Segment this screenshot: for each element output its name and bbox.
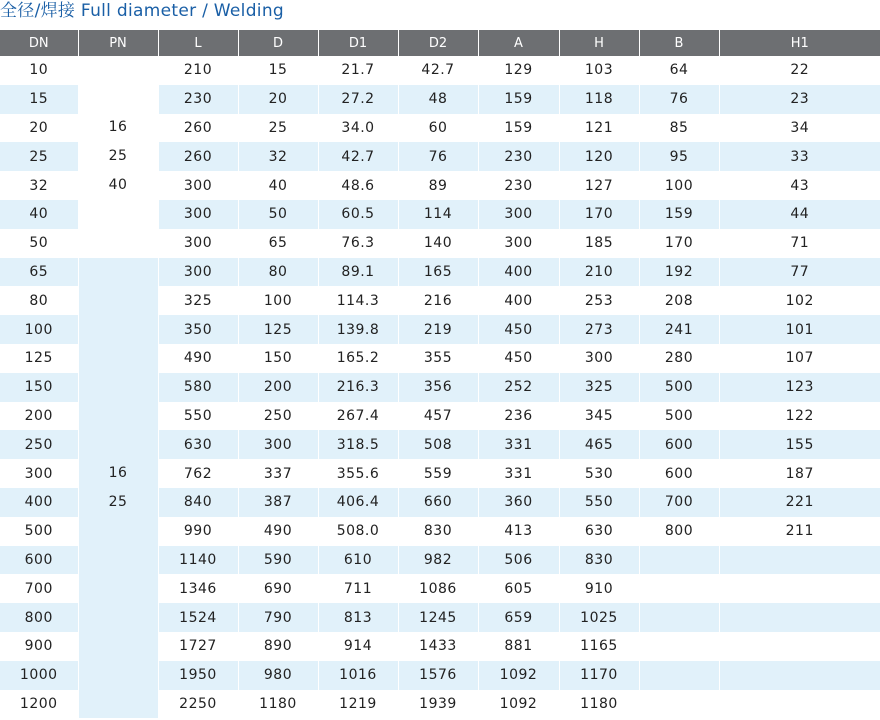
cell-l: 2250 [158, 690, 238, 719]
cell-d: 790 [238, 603, 318, 632]
cell-h1: 23 [719, 85, 880, 114]
pn-value: 40 [108, 177, 128, 194]
cell-b [639, 546, 719, 575]
cell-b: 95 [639, 142, 719, 171]
cell-h: 530 [559, 459, 639, 488]
cell-d1: 42.7 [318, 142, 398, 171]
cell-a: 331 [478, 430, 559, 459]
table-row [0, 258, 880, 287]
cell-d2: 1433 [398, 632, 478, 661]
column-header: D [238, 30, 318, 56]
cell-d2: 660 [398, 488, 478, 517]
cell-d1: 813 [318, 603, 398, 632]
cell-d: 337 [238, 459, 318, 488]
cell-d: 80 [238, 258, 318, 287]
cell-d: 890 [238, 632, 318, 661]
cell-d: 387 [238, 488, 318, 517]
cell-d1: 1219 [318, 690, 398, 719]
cell-b: 600 [639, 430, 719, 459]
cell-l: 490 [158, 344, 238, 373]
cell-dn: 200 [0, 402, 78, 431]
cell-d1: 34.0 [318, 114, 398, 143]
cell-a: 360 [478, 488, 559, 517]
column-header: A [478, 30, 559, 56]
cell-d2: 356 [398, 373, 478, 402]
cell-d1: 114.3 [318, 286, 398, 315]
cell-b: 700 [639, 488, 719, 517]
cell-h1: 101 [719, 315, 880, 344]
cell-d2: 1939 [398, 690, 478, 719]
cell-d2: 830 [398, 517, 478, 546]
cell-d: 590 [238, 546, 318, 575]
cell-d1: 318.5 [318, 430, 398, 459]
cell-l: 300 [158, 200, 238, 229]
cell-d1: 60.5 [318, 200, 398, 229]
cell-d2: 42.7 [398, 56, 478, 85]
cell-dn: 25 [0, 142, 78, 171]
cell-d1: 355.6 [318, 459, 398, 488]
cell-a: 881 [478, 632, 559, 661]
header-row [0, 30, 880, 56]
cell-h1: 122 [719, 402, 880, 431]
cell-b: 800 [639, 517, 719, 546]
cell-h: 118 [559, 85, 639, 114]
cell-dn: 80 [0, 286, 78, 315]
cell-d: 1180 [238, 690, 318, 719]
cell-d1: 165.2 [318, 344, 398, 373]
cell-dn: 125 [0, 344, 78, 373]
dimension-table [0, 30, 880, 718]
cell-h: 185 [559, 229, 639, 258]
cell-dn: 65 [0, 258, 78, 287]
cell-d2: 219 [398, 315, 478, 344]
cell-d: 32 [238, 142, 318, 171]
cell-l: 300 [158, 258, 238, 287]
cell-dn: 500 [0, 517, 78, 546]
cell-l: 1524 [158, 603, 238, 632]
cell-d2: 165 [398, 258, 478, 287]
cell-d2: 982 [398, 546, 478, 575]
cell-d: 65 [238, 229, 318, 258]
cell-h1: 155 [719, 430, 880, 459]
cell-l: 1140 [158, 546, 238, 575]
cell-dn: 10 [0, 56, 78, 85]
cell-h1: 34 [719, 114, 880, 143]
column-header: D1 [318, 30, 398, 56]
cell-a: 300 [478, 229, 559, 258]
table-header [0, 30, 880, 56]
column-header: PN [78, 30, 158, 56]
cell-h: 910 [559, 574, 639, 603]
pn-value: 16 [108, 464, 128, 481]
cell-d2: 457 [398, 402, 478, 431]
cell-l: 580 [158, 373, 238, 402]
pn-cell [78, 258, 158, 719]
cell-l: 762 [158, 459, 238, 488]
cell-h1 [719, 632, 880, 661]
column-header: H [559, 30, 639, 56]
cell-l: 990 [158, 517, 238, 546]
cell-b [639, 603, 719, 632]
cell-d1: 1016 [318, 661, 398, 690]
cell-d2: 1086 [398, 574, 478, 603]
cell-l: 260 [158, 142, 238, 171]
cell-h1 [719, 574, 880, 603]
cell-h1 [719, 603, 880, 632]
cell-l: 630 [158, 430, 238, 459]
cell-h: 345 [559, 402, 639, 431]
cell-h: 170 [559, 200, 639, 229]
cell-a: 159 [478, 114, 559, 143]
cell-h1: 187 [719, 459, 880, 488]
cell-h1: 211 [719, 517, 880, 546]
cell-d: 490 [238, 517, 318, 546]
cell-d1: 406.4 [318, 488, 398, 517]
cell-a: 230 [478, 142, 559, 171]
cell-dn: 150 [0, 373, 78, 402]
cell-h: 121 [559, 114, 639, 143]
cell-b: 600 [639, 459, 719, 488]
cell-a: 300 [478, 200, 559, 229]
pn-value: 25 [108, 148, 128, 165]
cell-d1: 21.7 [318, 56, 398, 85]
cell-d1: 914 [318, 632, 398, 661]
cell-b: 100 [639, 171, 719, 200]
cell-l: 350 [158, 315, 238, 344]
cell-h: 273 [559, 315, 639, 344]
cell-dn: 900 [0, 632, 78, 661]
cell-l: 260 [158, 114, 238, 143]
cell-h1 [719, 690, 880, 719]
cell-a: 400 [478, 286, 559, 315]
cell-h: 1180 [559, 690, 639, 719]
cell-h1: 44 [719, 200, 880, 229]
pn-value: 25 [108, 493, 128, 510]
cell-h1: 107 [719, 344, 880, 373]
cell-h1: 77 [719, 258, 880, 287]
cell-b: 500 [639, 373, 719, 402]
cell-dn: 100 [0, 315, 78, 344]
cell-l: 840 [158, 488, 238, 517]
cell-h: 210 [559, 258, 639, 287]
cell-d1: 508.0 [318, 517, 398, 546]
cell-l: 325 [158, 286, 238, 315]
cell-a: 159 [478, 85, 559, 114]
cell-h: 1025 [559, 603, 639, 632]
cell-d1: 48.6 [318, 171, 398, 200]
cell-b: 159 [639, 200, 719, 229]
cell-dn: 800 [0, 603, 78, 632]
cell-d1: 711 [318, 574, 398, 603]
cell-l: 230 [158, 85, 238, 114]
cell-d2: 216 [398, 286, 478, 315]
cell-h: 120 [559, 142, 639, 171]
column-header: B [639, 30, 719, 56]
cell-a: 236 [478, 402, 559, 431]
cell-d: 40 [238, 171, 318, 200]
cell-dn: 400 [0, 488, 78, 517]
cell-b: 64 [639, 56, 719, 85]
cell-h: 103 [559, 56, 639, 85]
cell-h: 1170 [559, 661, 639, 690]
cell-l: 1727 [158, 632, 238, 661]
cell-h1: 43 [719, 171, 880, 200]
pn-cell [78, 56, 158, 258]
cell-d2: 60 [398, 114, 478, 143]
cell-dn: 300 [0, 459, 78, 488]
cell-d2: 89 [398, 171, 478, 200]
cell-h1 [719, 546, 880, 575]
cell-a: 129 [478, 56, 559, 85]
cell-a: 1092 [478, 690, 559, 719]
cell-h1: 33 [719, 142, 880, 171]
cell-d2: 114 [398, 200, 478, 229]
cell-b: 208 [639, 286, 719, 315]
cell-d1: 610 [318, 546, 398, 575]
cell-d: 250 [238, 402, 318, 431]
column-header: H1 [719, 30, 880, 56]
cell-d1: 27.2 [318, 85, 398, 114]
cell-l: 300 [158, 171, 238, 200]
cell-b [639, 690, 719, 719]
pn-value: 16 [108, 119, 128, 136]
cell-l: 1346 [158, 574, 238, 603]
cell-b: 280 [639, 344, 719, 373]
cell-b: 192 [639, 258, 719, 287]
cell-d2: 355 [398, 344, 478, 373]
page-title: 全径/焊接 Full diameter / Welding [0, 1, 284, 21]
cell-dn: 15 [0, 85, 78, 114]
cell-d2: 508 [398, 430, 478, 459]
cell-d: 690 [238, 574, 318, 603]
cell-h: 325 [559, 373, 639, 402]
cell-b: 85 [639, 114, 719, 143]
cell-d1: 76.3 [318, 229, 398, 258]
cell-dn: 600 [0, 546, 78, 575]
column-header: DN [0, 30, 78, 56]
cell-b: 76 [639, 85, 719, 114]
cell-a: 450 [478, 344, 559, 373]
cell-dn: 50 [0, 229, 78, 258]
table-row [0, 56, 880, 85]
cell-d1: 267.4 [318, 402, 398, 431]
cell-a: 413 [478, 517, 559, 546]
cell-d: 15 [238, 56, 318, 85]
cell-d2: 559 [398, 459, 478, 488]
cell-dn: 20 [0, 114, 78, 143]
cell-d2: 140 [398, 229, 478, 258]
cell-l: 550 [158, 402, 238, 431]
cell-d: 200 [238, 373, 318, 402]
cell-d: 980 [238, 661, 318, 690]
cell-d: 50 [238, 200, 318, 229]
cell-a: 400 [478, 258, 559, 287]
cell-h1: 71 [719, 229, 880, 258]
cell-d1: 89.1 [318, 258, 398, 287]
cell-b: 170 [639, 229, 719, 258]
cell-a: 331 [478, 459, 559, 488]
cell-h: 127 [559, 171, 639, 200]
cell-h1 [719, 661, 880, 690]
cell-b: 500 [639, 402, 719, 431]
cell-d: 150 [238, 344, 318, 373]
cell-h: 253 [559, 286, 639, 315]
cell-a: 605 [478, 574, 559, 603]
cell-d: 125 [238, 315, 318, 344]
cell-b: 241 [639, 315, 719, 344]
cell-dn: 1000 [0, 661, 78, 690]
cell-h1: 102 [719, 286, 880, 315]
cell-dn: 32 [0, 171, 78, 200]
column-header: L [158, 30, 238, 56]
cell-l: 210 [158, 56, 238, 85]
cell-d: 20 [238, 85, 318, 114]
cell-a: 506 [478, 546, 559, 575]
cell-d2: 1245 [398, 603, 478, 632]
cell-dn: 250 [0, 430, 78, 459]
cell-b [639, 661, 719, 690]
cell-h: 830 [559, 546, 639, 575]
cell-h: 465 [559, 430, 639, 459]
cell-h: 1165 [559, 632, 639, 661]
cell-h1: 221 [719, 488, 880, 517]
column-header: D2 [398, 30, 478, 56]
cell-d2: 76 [398, 142, 478, 171]
cell-dn: 700 [0, 574, 78, 603]
cell-d: 300 [238, 430, 318, 459]
cell-b [639, 632, 719, 661]
cell-a: 1092 [478, 661, 559, 690]
cell-h1: 123 [719, 373, 880, 402]
cell-b [639, 574, 719, 603]
cell-l: 1950 [158, 661, 238, 690]
cell-h: 630 [559, 517, 639, 546]
cell-h: 550 [559, 488, 639, 517]
cell-dn: 1200 [0, 690, 78, 719]
cell-a: 450 [478, 315, 559, 344]
cell-d: 100 [238, 286, 318, 315]
table-body [0, 56, 880, 718]
cell-d: 25 [238, 114, 318, 143]
cell-h: 300 [559, 344, 639, 373]
cell-a: 252 [478, 373, 559, 402]
cell-d2: 48 [398, 85, 478, 114]
cell-d1: 216.3 [318, 373, 398, 402]
cell-a: 659 [478, 603, 559, 632]
cell-h1: 22 [719, 56, 880, 85]
cell-d2: 1576 [398, 661, 478, 690]
cell-d1: 139.8 [318, 315, 398, 344]
cell-a: 230 [478, 171, 559, 200]
cell-dn: 40 [0, 200, 78, 229]
cell-l: 300 [158, 229, 238, 258]
